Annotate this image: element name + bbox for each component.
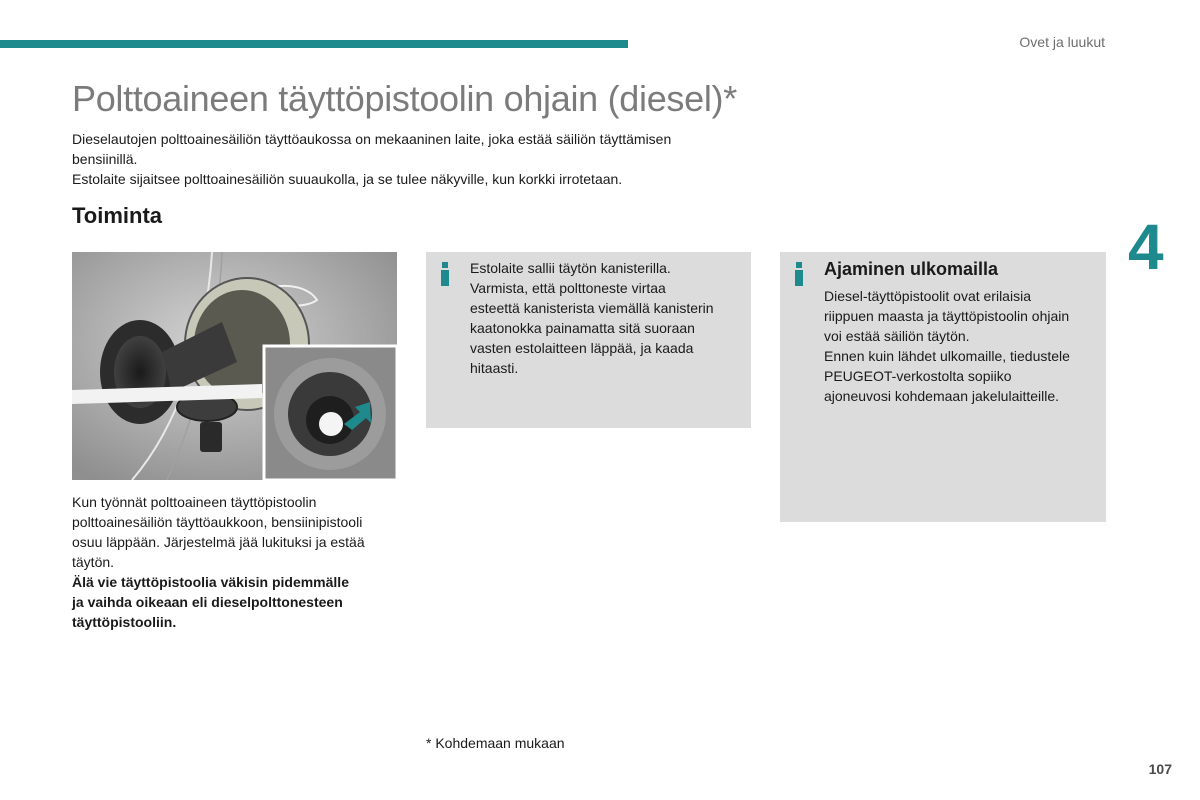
note-title: Ajaminen ulkomailla [824, 259, 999, 279]
chapter-number: 4 [1128, 211, 1164, 283]
info-note-canister [426, 252, 751, 428]
section-heading: Toiminta [72, 203, 163, 228]
caption-warning-line: ja vaihda oikeaan eli dieselpolttonesteen [72, 594, 343, 610]
note-text [470, 258, 745, 378]
footnote: * Kohdemaan mukaan [426, 735, 565, 751]
caption-line: polttoainesäiliön täyttöaukkoon, bensiinipistooli [72, 514, 363, 530]
info-icon [794, 262, 804, 286]
caption-warning-line: Älä vie täyttöpistoolia väkisin pidemmälle [72, 574, 349, 590]
intro-line: Dieselautojen polttoainesäiliön täyttöaukossa on mekaaninen laite, joka estää säiliön täyttämisen [72, 131, 672, 147]
fuel-filler-drawing [72, 252, 397, 480]
note-line: voi estää säiliön täytön. [824, 328, 970, 344]
note-line: esteettä kanisterista viemällä kanisterin [470, 300, 714, 316]
running-head: Ovet ja luukut [1019, 34, 1105, 50]
note-line: Varmista, että polttoneste virtaa [470, 280, 666, 296]
fuel-filler-illustration [72, 252, 397, 480]
intro-paragraph [72, 129, 762, 189]
caption-line: täytön. [72, 554, 115, 570]
note-line: hitaasti. [470, 360, 519, 376]
caption-line: osuu läppään. Järjestelmä jää lukituksi ja estää [72, 534, 365, 550]
intro-line: bensiinillä. [72, 151, 138, 167]
page-title: Polttoaineen täyttöpistoolin ohjain (diesel)* [72, 78, 737, 119]
note-line: ajoneuvosi kohdemaan jakelulaitteille. [824, 388, 1060, 404]
note-text [824, 286, 1099, 406]
caption-line: Kun työnnät polttoaineen täyttöpistoolin [72, 494, 317, 510]
info-icon [440, 262, 450, 286]
intro-line: Estolaite sijaitsee polttoainesäiliön suuaukolla, ja se tulee näkyville, kun korkki irrotetaan. [72, 171, 623, 187]
note-line: Diesel-täyttöpistoolit ovat erilaisia [824, 288, 1031, 304]
page-number: 107 [1148, 761, 1172, 777]
note-line: Estolaite sallii täytön kanisterilla. [470, 260, 671, 276]
note-line: vasten estolaitteen läppää, ja kaada [470, 340, 694, 356]
info-note-abroad [780, 252, 1106, 522]
figure-caption [72, 492, 402, 632]
note-line: Ennen kuin lähdet ulkomaille, tiedustele [824, 348, 1070, 364]
note-line: riippuen maasta ja täyttöpistoolin ohjain [824, 308, 1070, 324]
note-line: kaatonokka painamatta sitä suoraan [470, 320, 695, 336]
note-line: PEUGEOT-verkostolta sopiiko [824, 368, 1012, 384]
top-accent-bar [0, 40, 628, 48]
caption-warning-line: täyttöpistooliin. [72, 614, 177, 630]
